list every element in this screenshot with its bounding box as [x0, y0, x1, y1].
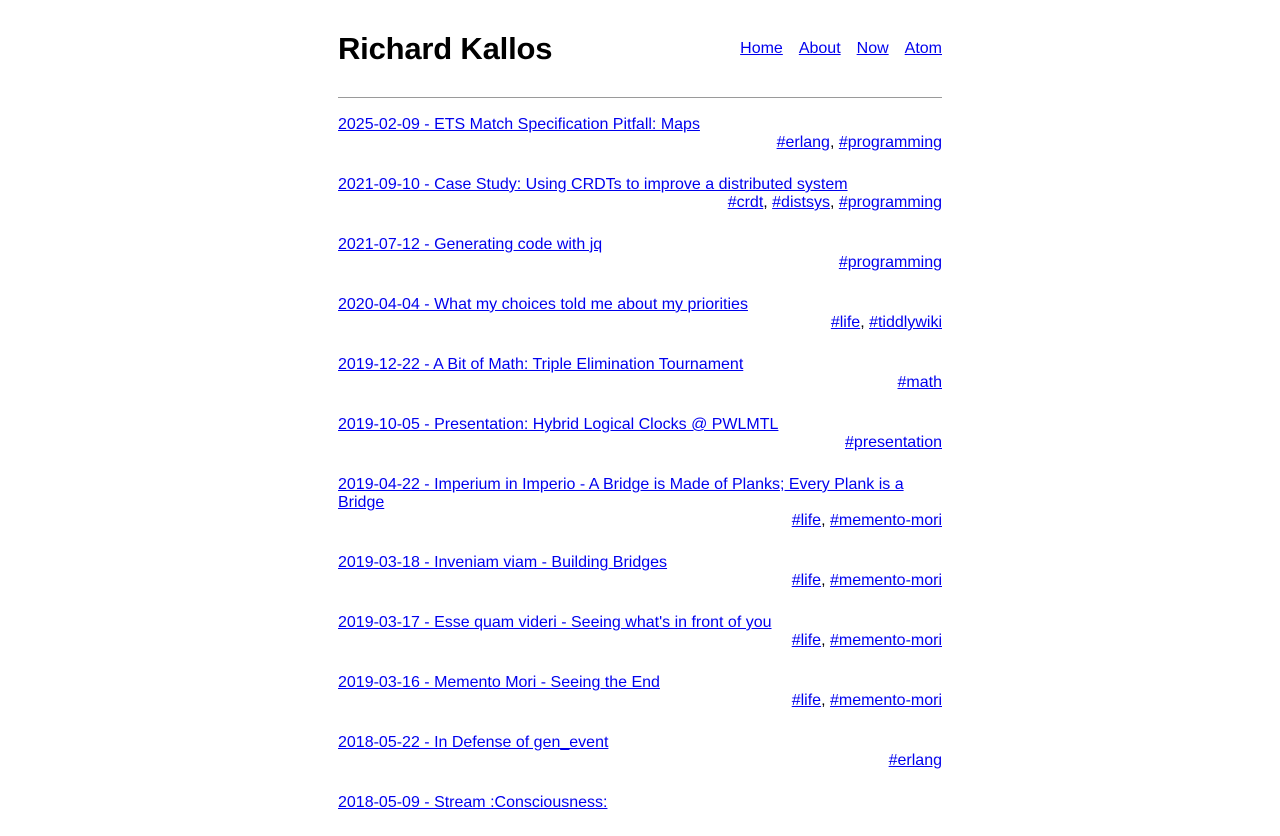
tag-link[interactable]: #programming — [838, 134, 942, 151]
post-title-link[interactable]: 2019-12-22 - A Bit of Math: Triple Elimination Tournament — [338, 356, 744, 373]
post-item — [338, 116, 942, 152]
post-title-link[interactable]: 2019-10-05 - Presentation: Hybrid Logical Clocks @ PWLMTL — [338, 416, 779, 433]
tag-link[interactable]: #life — [791, 632, 822, 649]
post-tags — [338, 254, 942, 272]
post-title-link[interactable]: 2018-05-22 - In Defense of gen_event — [338, 734, 609, 751]
tag-link[interactable]: #memento-mori — [829, 512, 942, 529]
tag-link[interactable]: #memento-mori — [829, 572, 942, 589]
post-tags — [338, 314, 942, 332]
post-item — [338, 476, 942, 530]
page — [338, 0, 942, 836]
post-title-link[interactable]: 2021-07-12 - Generating code with jq — [338, 236, 603, 253]
post-item — [338, 794, 942, 812]
post-item — [338, 614, 942, 650]
post-tags — [338, 512, 942, 530]
tag-separator: , — [821, 632, 830, 649]
post-item — [338, 356, 942, 392]
post-item — [338, 554, 942, 590]
tag-link[interactable]: #life — [791, 572, 822, 589]
post-title-link[interactable]: 2025-02-09 - ETS Match Specification Pitfall: Maps — [338, 116, 700, 133]
post-item — [338, 236, 942, 272]
post-title-link[interactable]: 2019-03-17 - Esse quam videri - Seeing what's in front of you — [338, 614, 772, 631]
tag-link[interactable]: #memento-mori — [829, 632, 942, 649]
tag-link[interactable]: #programming — [838, 194, 942, 211]
post-item — [338, 416, 942, 452]
tag-link[interactable]: #erlang — [888, 752, 942, 769]
post-item — [338, 296, 942, 332]
post-tags — [338, 134, 942, 152]
post-title-link[interactable]: 2019-03-18 - Inveniam viam - Building Bridges — [338, 554, 668, 571]
tag-separator: , — [821, 692, 830, 709]
post-tags — [338, 572, 942, 590]
post-title-link[interactable]: 2020-04-04 - What my choices told me about my priorities — [338, 296, 748, 313]
tag-separator: , — [821, 572, 830, 589]
tag-link[interactable]: #memento-mori — [829, 692, 942, 709]
tag-separator: , — [860, 314, 870, 331]
post-item — [338, 176, 942, 212]
post-title-link[interactable]: 2021-09-10 - Case Study: Using CRDTs to improve a distributed system — [338, 176, 848, 193]
nav-link-atom[interactable]: Atom — [904, 40, 942, 57]
post-tags — [338, 194, 942, 212]
post-list — [338, 116, 942, 812]
post-title-link[interactable]: 2018-05-09 - Stream :Consciousness: — [338, 794, 608, 811]
post-tags — [338, 692, 942, 710]
tag-link[interactable]: #life — [791, 692, 822, 709]
tag-link[interactable]: #erlang — [776, 134, 830, 151]
post-item — [338, 734, 942, 770]
post-title-link[interactable]: 2019-03-16 - Memento Mori - Seeing the End — [338, 674, 660, 691]
tag-separator: , — [829, 194, 839, 211]
tag-link[interactable]: #crdt — [727, 194, 764, 211]
tag-link[interactable]: #programming — [838, 254, 942, 271]
post-item — [338, 674, 942, 710]
post-tags — [338, 752, 942, 770]
post-title-link[interactable]: 2019-04-22 - Imperium in Imperio - A Bridge is Made of Planks; Every Plank is a Bridge — [338, 476, 904, 511]
site-title: Richard Kallos — [338, 31, 553, 66]
post-tags — [338, 632, 942, 650]
nav-link-home[interactable]: Home — [740, 40, 783, 57]
tag-link[interactable]: #distsys — [772, 194, 830, 211]
tag-link[interactable]: #tiddlywiki — [869, 314, 942, 331]
nav-link-about[interactable]: About — [798, 40, 841, 57]
tag-separator: , — [763, 194, 773, 211]
tag-link[interactable]: #presentation — [845, 434, 942, 451]
post-tags — [338, 434, 942, 452]
post-tags — [338, 374, 942, 392]
tag-link[interactable]: #math — [897, 374, 942, 391]
nav-link-now[interactable]: Now — [856, 40, 889, 57]
main-nav — [740, 39, 942, 59]
tag-link[interactable]: #life — [830, 314, 861, 331]
tag-separator: , — [829, 134, 839, 151]
site-header — [338, 0, 942, 98]
tag-link[interactable]: #life — [791, 512, 822, 529]
tag-separator: , — [821, 512, 830, 529]
